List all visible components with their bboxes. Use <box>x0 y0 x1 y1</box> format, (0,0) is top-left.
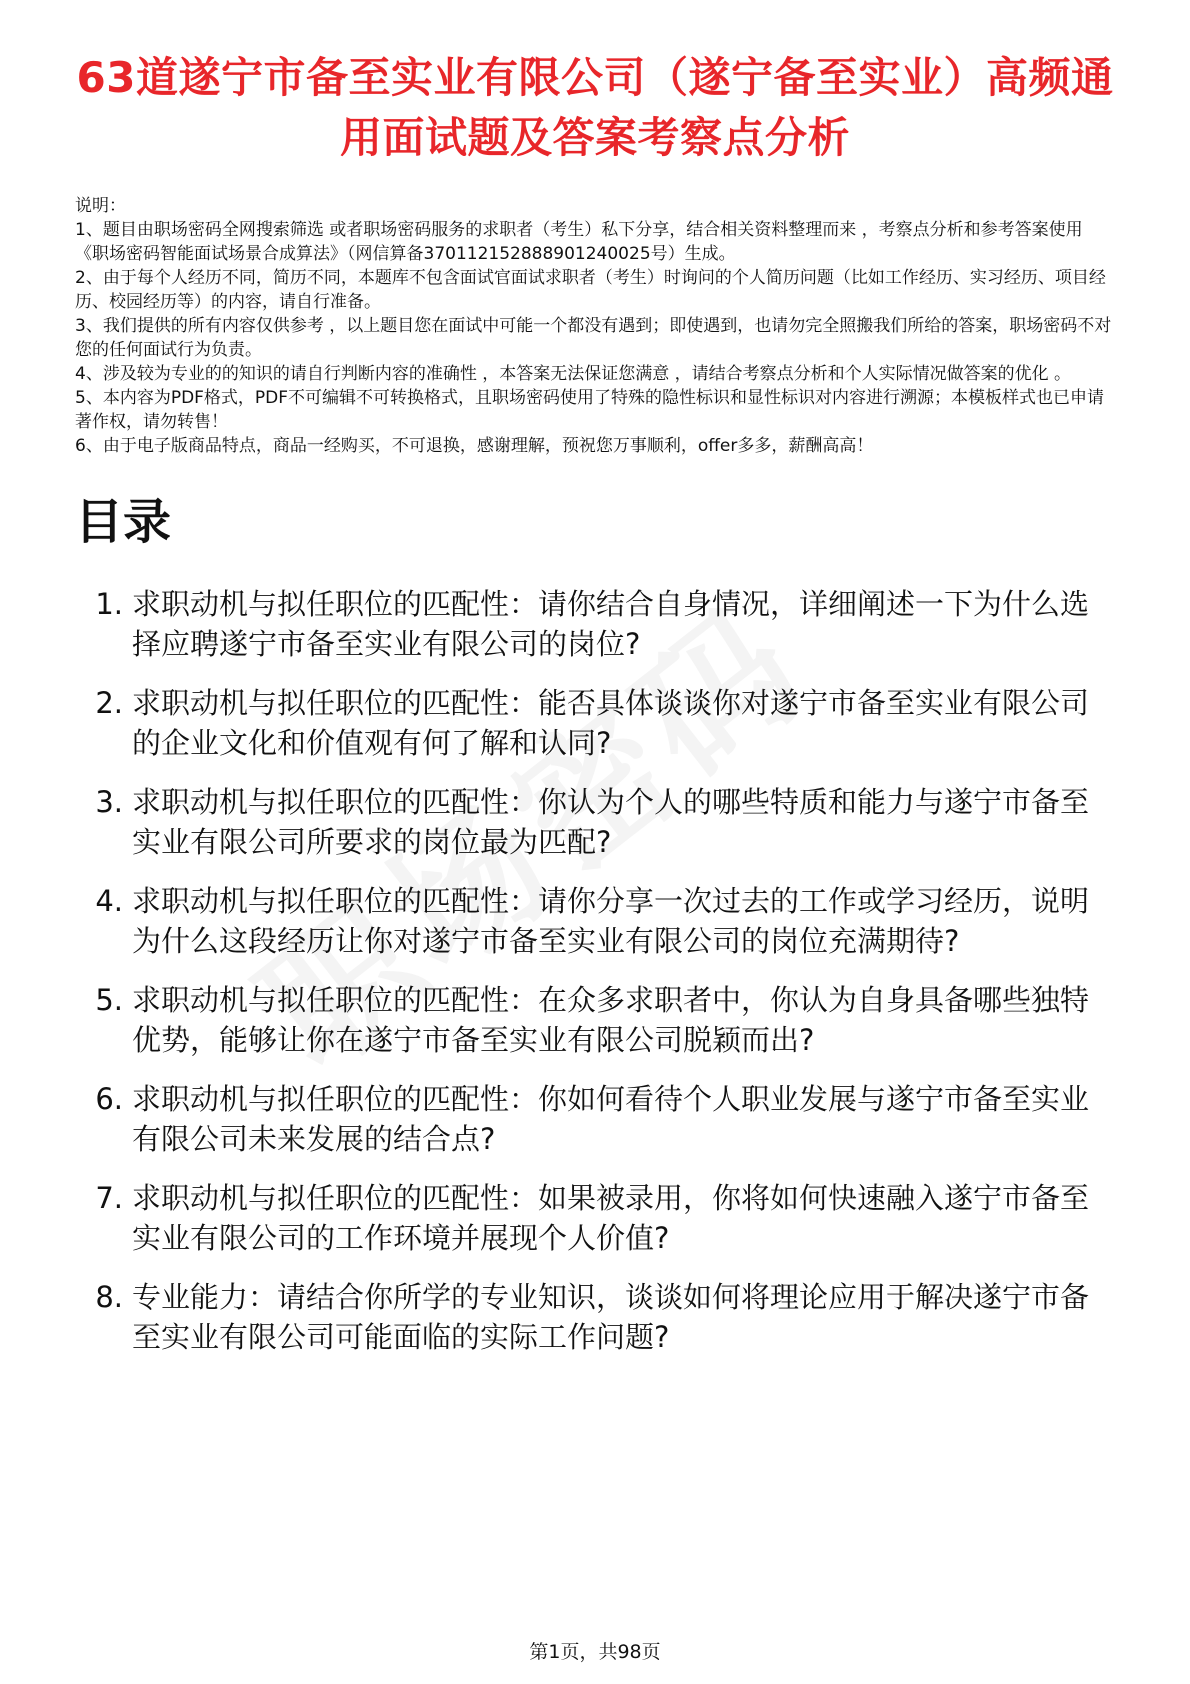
toc-item[interactable] <box>75 584 1115 664</box>
toc-item-number: 8. <box>95 1280 123 1314</box>
notes-line: 4、涉及较为专业的的知识的请自行判断内容的准确性 ，本答案无法保证您满意 ，请结合考察点分析和个人实际情况做答案的优化 。 <box>75 364 1072 384</box>
toc-item-text: 求职动机与拟任职位的匹配性：请你分享一次过去的工作或学习经历，说明为什么这段经历让你对遂宁市备至实业有限公司的岗位充满期待? <box>132 884 1090 958</box>
toc-item-text: 专业能力：请结合你所学的专业知识，谈谈如何将理论应用于解决遂宁市备至实业有限公司可能面临的实际工作问题? <box>132 1280 1090 1354</box>
toc-item[interactable] <box>75 1277 1115 1357</box>
document-title: 63道遂宁市备至实业有限公司（遂宁备至实业）高频通用面试题及答案考察点分析 <box>76 53 1114 162</box>
toc-item-number: 1. <box>95 587 123 621</box>
toc-item-text: 求职动机与拟任职位的匹配性：在众多求职者中，你认为自身具备哪些独特优势，能够让你在遂宁市备至实业有限公司脱颖而出? <box>132 983 1090 1057</box>
notes-line: 3、我们提供的所有内容仅供参考 ，以上题目您在面试中可能一个都没有遇到；即使遇到，也请勿完全照搬我们所给的答案，职场密码不对您的任何面试行为负责。 <box>75 316 1112 360</box>
toc-item-number: 6. <box>95 1082 123 1116</box>
toc-item-text: 求职动机与拟任职位的匹配性：你如何看待个人职业发展与遂宁市备至实业有限公司未来发展的结合点? <box>132 1082 1090 1156</box>
notes-line: 1、题目由职场密码全网搜索筛选 或者职场密码服务的求职者（考生）私下分享，结合相关资料整理而来 ，考察点分析和参考答案使用《职场密码智能面试场景合成算法》（网信算备370112152888901240025号）生成。 <box>75 220 1083 264</box>
toc-item-text: 求职动机与拟任职位的匹配性：请你结合自身情况，详细阐述一下为什么选择应聘遂宁市备至实业有限公司的岗位? <box>132 587 1090 661</box>
toc-item-number: 2. <box>95 686 123 720</box>
toc-item-number: 5. <box>95 983 123 1017</box>
page-footer: 第1页，共98页 <box>529 1641 661 1663</box>
toc-item-text: 求职动机与拟任职位的匹配性：如果被录用，你将如何快速融入遂宁市备至实业有限公司的工作环境并展现个人价值? <box>132 1181 1090 1255</box>
toc-item-text: 求职动机与拟任职位的匹配性：能否具体谈谈你对遂宁市备至实业有限公司的企业文化和价值观有何了解和认同? <box>132 686 1090 760</box>
toc-item-number: 3. <box>95 785 123 819</box>
toc-item[interactable] <box>75 782 1115 862</box>
toc-item[interactable] <box>75 980 1115 1060</box>
toc-item-number: 7. <box>95 1181 123 1215</box>
toc-item[interactable] <box>75 1079 1115 1159</box>
notes-line: 2、由于每个人经历不同，简历不同，本题库不包含面试官面试求职者（考生）时询问的个人简历问题（比如工作经历、实习经历、项目经历、校园经历等）的内容，请自行准备。 <box>75 268 1106 312</box>
toc-item[interactable] <box>75 683 1115 763</box>
toc-item-number: 4. <box>95 884 123 918</box>
toc-heading: 目录 <box>75 494 172 550</box>
notes-line: 6、由于电子版商品特点，商品一经购买，不可退换，感谢理解，预祝您万事顺利，offer多多，薪酬高高！ <box>75 436 874 456</box>
notes-section <box>75 194 1115 458</box>
toc-list <box>75 584 1115 1357</box>
notes-line: 5、本内容为PDF格式，PDF不可编辑不可转换格式，且职场密码使用了特殊的隐性标识和显性标识对内容进行溯源；本模板样式也已申请著作权，请勿转售！ <box>75 388 1105 432</box>
toc-item[interactable] <box>75 881 1115 961</box>
notes-line: 说明： <box>75 196 126 216</box>
toc-item[interactable] <box>75 1178 1115 1258</box>
toc-item-text: 求职动机与拟任职位的匹配性：你认为个人的哪些特质和能力与遂宁市备至实业有限公司所要求的岗位最为匹配? <box>132 785 1090 859</box>
